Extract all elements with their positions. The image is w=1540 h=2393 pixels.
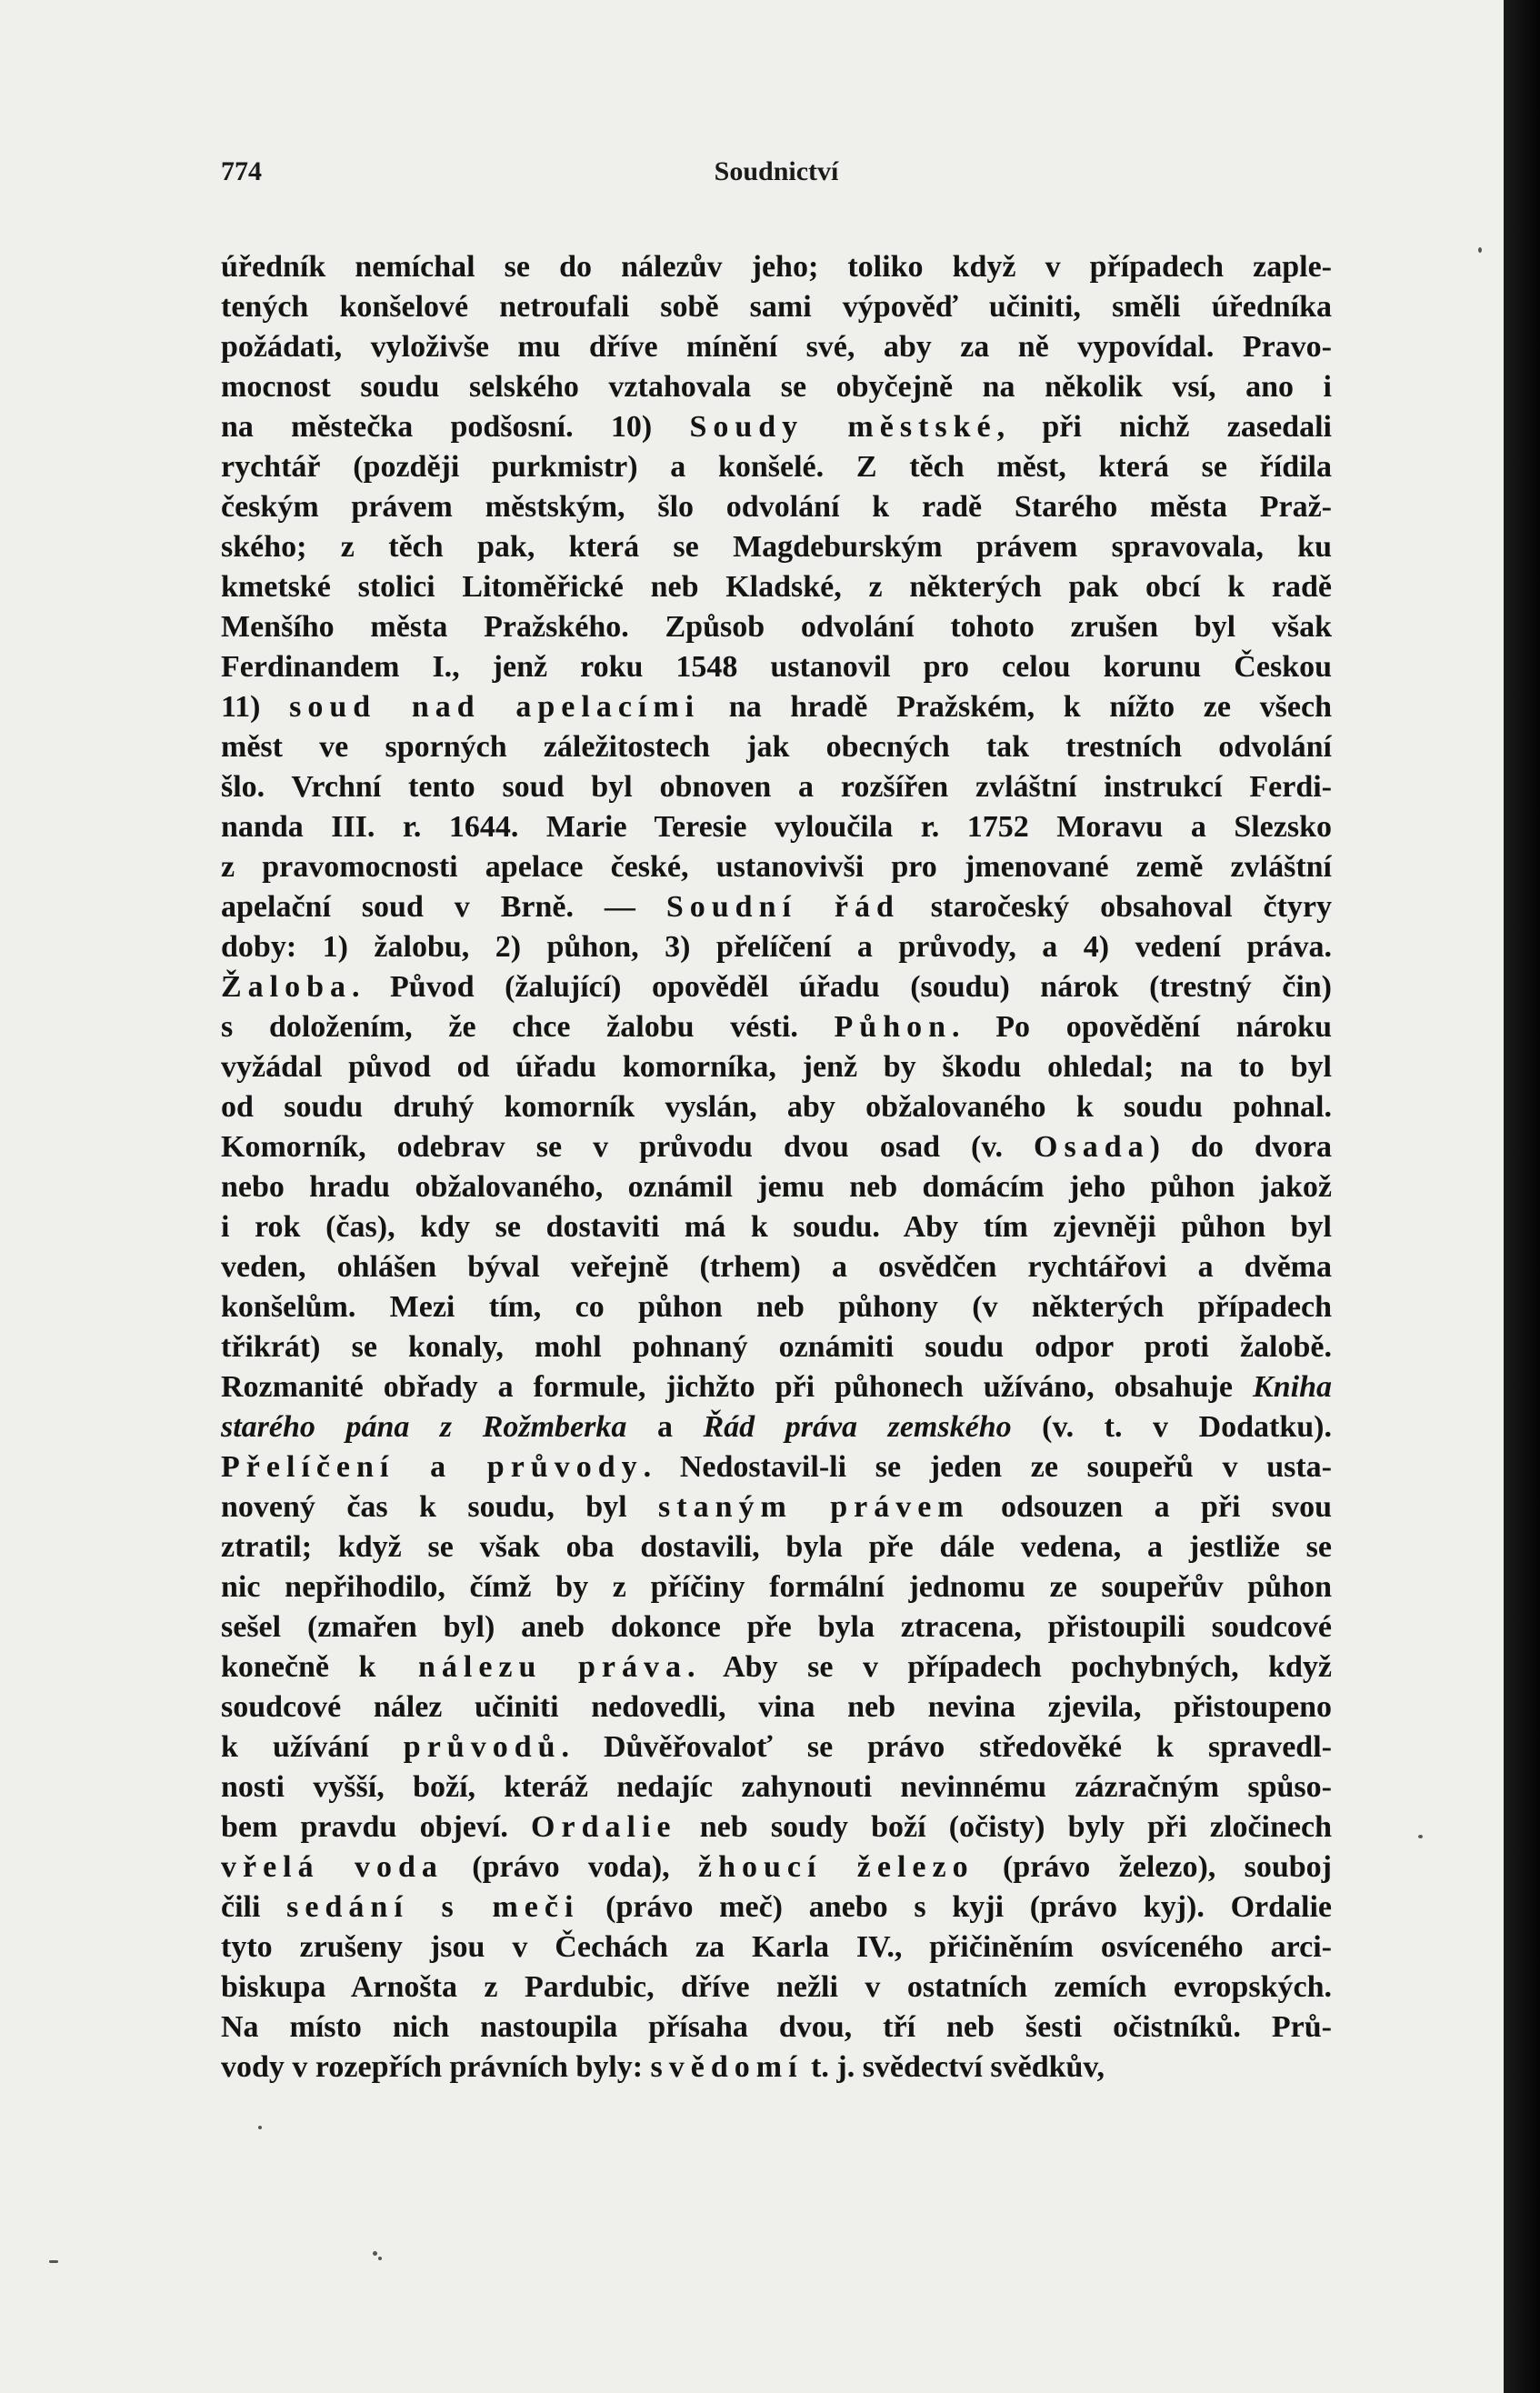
text-segment: doby: 1) žalobu, 2) půhon, 3) přelíčení a průvody, a 4) vedení práva. xyxy=(221,930,1332,964)
text-line xyxy=(221,1127,1332,1167)
text-line xyxy=(221,1367,1332,1407)
ink-speck xyxy=(1478,247,1482,253)
spaced-term: sedání s meči xyxy=(286,1890,580,1924)
text-segment: Komorník, odebrav se v průvodu dvou osad (v. xyxy=(221,1130,1035,1164)
text-line xyxy=(221,1327,1332,1367)
text-segment: (právo železo), souboj xyxy=(974,1850,1332,1884)
spaced-term: staným právem xyxy=(658,1490,970,1524)
text-line xyxy=(221,1567,1332,1607)
text-segment: bem pravdu objeví. xyxy=(221,1810,532,1844)
text-segment: Na místo nich nastoupila přísaha dvou, tří neb šesti očistníků. Prů- xyxy=(221,2010,1332,2044)
text-line xyxy=(221,1447,1332,1487)
text-segment: konšelům. Mezi tím, co půhon neb půhony (v některých případech xyxy=(221,1290,1332,1324)
text-segment: kmetské stolici Litoměřické neb Kladské, z některých pak obcí k radě xyxy=(221,570,1332,604)
text-line xyxy=(221,1647,1332,1687)
text-line xyxy=(221,1727,1332,1767)
text-line xyxy=(221,1687,1332,1727)
book-spine-shadow xyxy=(1504,0,1540,2393)
text-line xyxy=(221,1247,1332,1287)
text-line xyxy=(221,287,1332,327)
text-segment: z pravomocnosti apelace české, ustanovivši pro jmenované země zvláštní xyxy=(221,850,1332,884)
text-line xyxy=(221,1927,1332,1967)
text-line xyxy=(221,1207,1332,1247)
text-segment: ) do dvora xyxy=(1149,1130,1332,1164)
text-segment: nanda III. r. 1644. Marie Teresie vyloučila r. 1752 Moravu a Slezsko xyxy=(221,810,1332,844)
text-line xyxy=(221,567,1332,607)
text-segment: k užívání xyxy=(221,1730,404,1764)
text-line xyxy=(221,1007,1332,1047)
ink-speck xyxy=(373,2251,377,2256)
ink-speck xyxy=(1418,1835,1423,1838)
italic-title: Řád práva zemského xyxy=(703,1410,1012,1444)
text-line xyxy=(221,247,1332,287)
text-line xyxy=(221,1287,1332,1327)
text-line xyxy=(221,1767,1332,1807)
text-line xyxy=(221,967,1332,1007)
text-segment: českým právem městským, šlo odvolání k radě Starého města Praž- xyxy=(221,490,1332,524)
spaced-term: Žaloba xyxy=(221,970,353,1004)
text-segment: nic nepřihodilo, čímž by z příčiny formální jednomu ze soupeřův půhon xyxy=(221,1570,1332,1604)
body-text xyxy=(221,247,1332,2088)
text-line xyxy=(221,727,1332,767)
text-segment: od soudu druhý komorník vyslán, aby obžalovaného k soudu pohnal. xyxy=(221,1090,1332,1124)
ink-speck xyxy=(378,2257,382,2260)
text-line xyxy=(221,407,1332,447)
text-segment: i rok (čas), kdy se dostaviti má k soudu. Aby tím zjevněji půhon byl xyxy=(221,1210,1332,1244)
text-segment: čili xyxy=(221,1890,287,1924)
text-segment: . Původ (žalující) opověděl úřadu (soudu) nárok (trestný čin) xyxy=(352,970,1332,1004)
italic-title: starého pána z Rožmberka xyxy=(221,1410,627,1444)
text-line xyxy=(221,1487,1332,1527)
text-line xyxy=(221,607,1332,647)
spaced-term: svědomí xyxy=(650,2050,804,2084)
text-line xyxy=(221,2008,1332,2048)
spaced-term: k nálezu práva xyxy=(358,1650,687,1684)
text-segment: 11) xyxy=(221,690,290,724)
text-segment: sešel (zmařen byl) aneb dokonce pře byla ztracena, přistoupili soudcové xyxy=(221,1610,1332,1644)
text-segment: (v. t. v Dodatku). xyxy=(1011,1410,1332,1444)
text-segment: tených konšelové netroufali sobě sami výpověď učiniti, směli úředníka xyxy=(221,290,1332,324)
text-segment: měst ve sporných záležitostech jak obecných tak trestních odvolání xyxy=(221,730,1332,764)
text-segment: . Po opovědění nároku xyxy=(952,1010,1332,1044)
text-line xyxy=(221,847,1332,887)
text-segment: . Důvěřovaloť se právo středověké k spravedl- xyxy=(561,1730,1332,1764)
ink-speck xyxy=(258,2126,262,2129)
text-segment: vody v rozepřích právních byly: xyxy=(221,2050,651,2084)
text-segment: konečně xyxy=(221,1650,359,1684)
italic-title: Kniha xyxy=(1253,1370,1332,1404)
text-line xyxy=(221,527,1332,567)
text-line xyxy=(221,647,1332,687)
text-line xyxy=(221,1847,1332,1887)
text-segment: ztratil; když se však oba dostavili, byla pře dále vedena, a jestliže se xyxy=(221,1530,1332,1564)
text-line xyxy=(221,1887,1332,1927)
text-line xyxy=(221,887,1332,927)
text-segment: tyto zrušeny jsou v Čechách za Karla IV., přičiněním osvíceného arci- xyxy=(221,1930,1332,1964)
text-segment: nebo hradu obžalovaného, oznámil jemu neb domácím jeho půhon jakož xyxy=(221,1170,1332,1204)
text-segment: staročeský obsahoval čtyry xyxy=(899,890,1332,924)
text-segment: odsouzen a při svou xyxy=(969,1490,1332,1524)
text-segment: úředník nemíchal se do nálezův jeho; toliko když v případech zaple- xyxy=(221,250,1332,284)
text-segment: t. j. svědectví svědkův, xyxy=(803,2050,1105,2084)
text-segment: (právo voda), xyxy=(443,1850,698,1884)
text-line xyxy=(221,1167,1332,1207)
text-segment: veden, ohlášen býval veřejně (trhem) a osvědčen rychtářovi a dvěma xyxy=(221,1250,1332,1284)
text-segment: soudcové nález učiniti nedovedli, vina neb nevina zjevila, přistoupeno xyxy=(221,1690,1332,1724)
text-line xyxy=(221,927,1332,967)
text-line xyxy=(221,687,1332,727)
text-segment: Menšího města Pražského. Způsob odvolání tohoto zrušen byl však xyxy=(221,610,1332,644)
text-line xyxy=(221,447,1332,487)
ink-speck xyxy=(49,2260,58,2263)
text-segment: šlo. Vrchní tento soud byl obnoven a rozšířen zvláštní instrukcí Ferdi- xyxy=(221,770,1332,804)
text-segment: požádati, vyloživše mu dříve mínění své, aby za ně vypovídal. Pravo- xyxy=(221,330,1332,364)
page-number: 774 xyxy=(221,156,262,186)
text-segment: Rozmanité obřady a formule, jichžto při půhonech užíváno, obsahuje xyxy=(221,1370,1254,1404)
text-segment: nosti vyšší, boží, kteráž nedajíc zahynouti nevinnému zázračným spůso- xyxy=(221,1770,1332,1804)
text-segment: s doložením, že chce žalobu vésti. xyxy=(221,1010,835,1044)
text-segment: na hradě Pražském, k nížto ze všech xyxy=(700,690,1332,724)
text-segment: a xyxy=(626,1410,704,1444)
text-segment: vyžádal původ od úřadu komorníka, jenž by škodu ohledal; na to byl xyxy=(221,1050,1332,1084)
text-segment: rychtář (později purkmistr) a konšelé. Z těch měst, která se řídila xyxy=(221,450,1332,484)
spaced-term: Přelíčení a průvody xyxy=(221,1450,644,1484)
text-segment: Ferdinandem I., jenž roku 1548 ustanovil pro celou korunu Českou xyxy=(221,650,1332,684)
text-segment: mocnost soudu selského vztahovala se obyčejně na několik vsí, ano i xyxy=(221,370,1332,404)
text-segment: biskupa Arnošta z Pardubic, dříve nežli v ostatních zemích evropských. xyxy=(221,1970,1332,2004)
spaced-term: vřelá voda xyxy=(221,1850,444,1884)
spaced-term: Osada xyxy=(1034,1130,1150,1164)
text-line xyxy=(221,807,1332,847)
text-line xyxy=(221,327,1332,367)
text-line xyxy=(221,1407,1332,1447)
text-segment: (právo meč) anebo s kyji (právo kyj). Ordalie xyxy=(579,1890,1332,1924)
text-segment: apelační soud v Brně. — xyxy=(221,890,666,924)
spaced-term: průvodů xyxy=(403,1730,562,1764)
text-segment: . Aby se v případech pochybných, když xyxy=(686,1650,1332,1684)
spaced-term: Ordalie xyxy=(531,1810,677,1844)
spaced-term: Půhon xyxy=(834,1010,953,1044)
text-line xyxy=(221,767,1332,807)
spaced-term: Soudy městské xyxy=(689,410,997,444)
text-segment: ského; z těch pak, která se Magdeburským právem spravovala, ku xyxy=(221,530,1332,564)
text-line xyxy=(221,1047,1332,1087)
text-segment: na městečka podšosní. 10) xyxy=(221,410,690,444)
text-line xyxy=(221,1807,1332,1847)
text-line xyxy=(221,1527,1332,1567)
running-title: Soudnictví xyxy=(714,156,839,186)
text-line xyxy=(221,2048,1332,2088)
spaced-term: Soudní řád xyxy=(665,890,900,924)
text-line xyxy=(221,1087,1332,1127)
text-segment: třikrát) se konaly, mohl pohnaný oznámiti soudu odpor proti žalobě. xyxy=(221,1330,1332,1364)
text-line xyxy=(221,1607,1332,1647)
text-segment: neb soudy boží (očisty) byly při zločinech xyxy=(676,1810,1332,1844)
text-line xyxy=(221,367,1332,407)
text-segment: , při nichž zasedali xyxy=(996,410,1332,444)
text-segment: novený čas k soudu, byl xyxy=(221,1490,659,1524)
page-header xyxy=(221,156,1332,202)
spaced-term: žhoucí železo xyxy=(698,1850,975,1884)
text-line xyxy=(221,487,1332,527)
text-line xyxy=(221,1967,1332,2008)
text-segment: . Nedostavil-li se jeden ze soupeřů v usta- xyxy=(643,1450,1332,1484)
spaced-term: soud nad apelacími xyxy=(289,690,701,724)
